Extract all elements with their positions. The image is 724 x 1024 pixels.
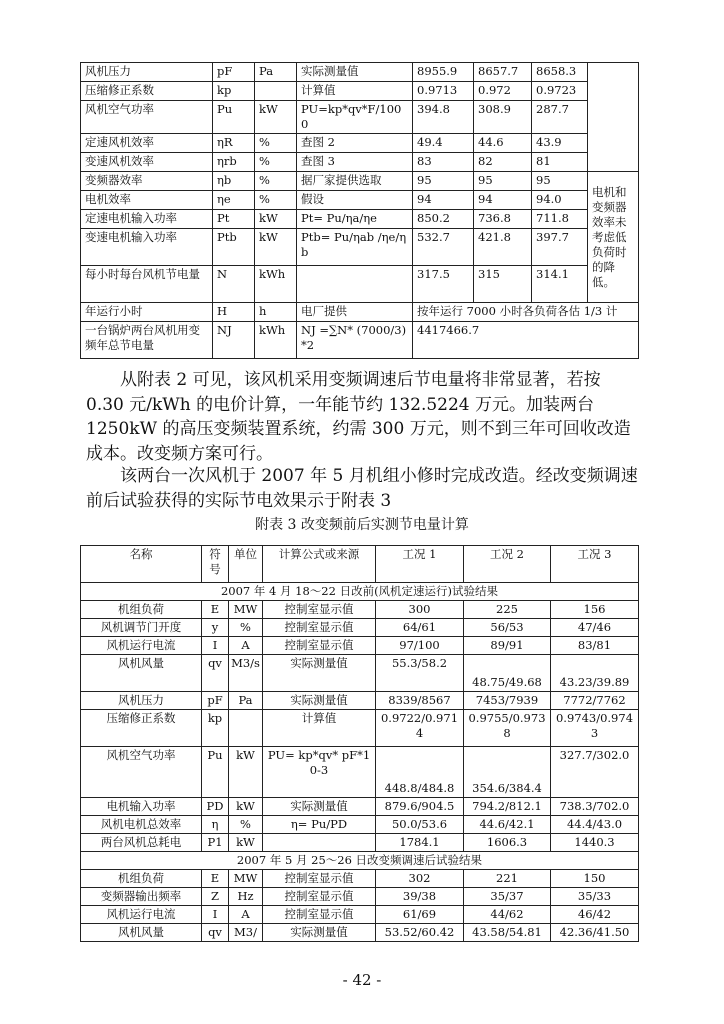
row-source: 控制室显示值: [263, 870, 376, 888]
row-unit: %: [255, 153, 297, 172]
row-name: 风机风量: [81, 924, 202, 942]
value-case-2: 0.972: [474, 82, 532, 101]
value-case-3: 150: [551, 870, 639, 888]
section-header-row: [81, 852, 639, 870]
value-case-2: 308.9: [474, 101, 532, 134]
efficiency-note: 电机和变频器效率未考虑低负荷时的降低。: [588, 172, 639, 303]
table-row: [81, 816, 639, 834]
value-case-1: 83: [413, 153, 474, 172]
row-unit: h: [255, 303, 297, 322]
row-source: [263, 834, 376, 852]
row-name: 每小时每台风机节电量: [81, 266, 213, 303]
row-name: 变频器效率: [81, 172, 213, 191]
row-unit: MW: [229, 601, 263, 619]
row-symbol: E: [202, 870, 229, 888]
value-case-2: 221: [464, 870, 551, 888]
paragraph-analysis: 从附表 2 可见，该风机采用变频调速后节电量将非常显著，若按 0.30 元/kWh 的电价计算，一年能节约 132.5224 万元。加装两台 1250kW 的高压变频装置系统，约需 300 万元，则不到三年可回收改造成本。改变频方案可行。: [86, 370, 631, 464]
row-source: 控制室显示值: [263, 906, 376, 924]
row-unit: kW: [229, 798, 263, 816]
value-case-1: 0.9713: [413, 82, 474, 101]
row-source: PU=kp*qv*F/1000: [297, 101, 413, 134]
value-case-1: 317.5: [413, 266, 474, 303]
value-case-1: 工况 1: [376, 546, 464, 583]
row-unit: kW: [229, 834, 263, 852]
table-row: [81, 619, 639, 637]
value-case-3: 95: [532, 172, 588, 191]
value-case-1: 300: [376, 601, 464, 619]
row-unit: 单位: [229, 546, 263, 583]
measured-saving-table-3: [80, 545, 639, 942]
value-case-3: 327.7/302.0: [551, 747, 639, 798]
row-source: NJ =∑N* (7000/3)*2: [297, 322, 413, 359]
row-symbol: P1: [202, 834, 229, 852]
section-title: 2007 年 4 月 18～22 日改前(风机定速运行)试验结果: [81, 583, 639, 601]
table-row: [81, 303, 639, 322]
row-name: 名称: [81, 546, 202, 583]
value-case-1: 50.0/53.6: [376, 816, 464, 834]
value-case-3: 94.0: [532, 191, 588, 210]
row-name: 风机运行电流: [81, 637, 202, 655]
value-case-3: 738.3/702.0: [551, 798, 639, 816]
value-case-3: 83/81: [551, 637, 639, 655]
value-case-1: 850.2: [413, 210, 474, 229]
value-case-3: 8658.3: [532, 63, 588, 82]
table-row: [81, 637, 639, 655]
row-source: 实际测量值: [263, 692, 376, 710]
table-row: [81, 229, 639, 266]
row-symbol: NJ: [213, 322, 255, 359]
table-row: [81, 101, 639, 134]
row-unit: kW: [229, 747, 263, 798]
row-source: 查图 2: [297, 134, 413, 153]
row-source: 实际测量值: [263, 798, 376, 816]
value-case-3: 7772/7762: [551, 692, 639, 710]
energy-saving-table-2: [80, 62, 639, 359]
table-row: [81, 134, 639, 153]
row-symbol: qv: [202, 924, 229, 942]
row-unit: kWh: [255, 322, 297, 359]
value-case-2: 94: [474, 191, 532, 210]
value-case-2: 7453/7939: [464, 692, 551, 710]
value-case-3: 314.1: [532, 266, 588, 303]
row-unit: %: [229, 816, 263, 834]
value-case-2: 354.6/384.4: [464, 747, 551, 798]
row-symbol: η: [202, 816, 229, 834]
row-name: 风机压力: [81, 63, 213, 82]
value-case-2: 315: [474, 266, 532, 303]
value-case-1: 55.3/58.2: [376, 655, 464, 692]
row-source: 据厂家提供选取: [297, 172, 413, 191]
row-source: 实际测量值: [263, 655, 376, 692]
value-case-1: 53.52/60.42: [376, 924, 464, 942]
row-source: 计算公式或来源: [263, 546, 376, 583]
table-row: [81, 153, 639, 172]
row-source: 计算值: [263, 710, 376, 747]
row-unit: Pa: [229, 692, 263, 710]
row-source: 计算值: [297, 82, 413, 101]
value-case-2: 8657.7: [474, 63, 532, 82]
value-case-2: 225: [464, 601, 551, 619]
table-row: [81, 63, 639, 82]
value-case-2: 43.58/54.81: [464, 924, 551, 942]
row-source: 查图 3: [297, 153, 413, 172]
row-name: 变速电机输入功率: [81, 229, 213, 266]
row-unit: [255, 82, 297, 101]
row-source: 实际测量值: [263, 924, 376, 942]
value-case-2: 0.9755/0.9738: [464, 710, 551, 747]
row-name: 年运行小时: [81, 303, 213, 322]
row-value: 按年运行 7000 小时各负荷各估 1/3 计: [413, 303, 639, 322]
value-case-1: 95: [413, 172, 474, 191]
row-unit: kW: [255, 101, 297, 134]
value-case-3: 397.7: [532, 229, 588, 266]
table-row: [81, 655, 639, 692]
row-unit: A: [229, 906, 263, 924]
value-case-3: 81: [532, 153, 588, 172]
table-row: [81, 546, 639, 583]
value-case-1: 94: [413, 191, 474, 210]
row-symbol: pF: [213, 63, 255, 82]
row-unit: %: [255, 134, 297, 153]
row-source: Pt= Pu/ηa/ηe: [297, 210, 413, 229]
row-name: 风机压力: [81, 692, 202, 710]
value-case-2: 95: [474, 172, 532, 191]
row-symbol: I: [202, 906, 229, 924]
table-row: [81, 82, 639, 101]
row-source: 假设: [297, 191, 413, 210]
value-case-3: 0.9723: [532, 82, 588, 101]
row-symbol: pF: [202, 692, 229, 710]
value-case-3: 42.36/41.50: [551, 924, 639, 942]
row-unit: Hz: [229, 888, 263, 906]
row-symbol: qv: [202, 655, 229, 692]
value-case-2: 1606.3: [464, 834, 551, 852]
value-case-1: 1784.1: [376, 834, 464, 852]
row-name: 风机风量: [81, 655, 202, 692]
value-case-2: 82: [474, 153, 532, 172]
value-case-1: 302: [376, 870, 464, 888]
row-name: 电机效率: [81, 191, 213, 210]
row-name: 压缩修正系数: [81, 710, 202, 747]
table-row: [81, 747, 639, 798]
value-case-1: 49.4: [413, 134, 474, 153]
value-case-2: 794.2/812.1: [464, 798, 551, 816]
table-row: [81, 601, 639, 619]
table-row: [81, 210, 639, 229]
row-name: 风机调节门开度: [81, 619, 202, 637]
row-symbol: Ptb: [213, 229, 255, 266]
row-name: 定速风机效率: [81, 134, 213, 153]
row-source: 控制室显示值: [263, 601, 376, 619]
value-case-2: 工况 2: [464, 546, 551, 583]
row-symbol: kp: [202, 710, 229, 747]
value-case-2: 736.8: [474, 210, 532, 229]
value-case-1: 8339/8567: [376, 692, 464, 710]
row-source: 控制室显示值: [263, 637, 376, 655]
value-case-1: 394.8: [413, 101, 474, 134]
row-name: 一台锅炉两台风机用变频年总节电量: [81, 322, 213, 359]
row-source: [297, 266, 413, 303]
value-case-2: 44.6/42.1: [464, 816, 551, 834]
row-unit: Pa: [255, 63, 297, 82]
row-name: 变速风机效率: [81, 153, 213, 172]
row-symbol: 符号: [202, 546, 229, 583]
row-name: 风机运行电流: [81, 906, 202, 924]
row-name: 定速电机输入功率: [81, 210, 213, 229]
row-source: 控制室显示值: [263, 619, 376, 637]
row-unit: A: [229, 637, 263, 655]
table-row: [81, 798, 639, 816]
row-symbol: ηb: [213, 172, 255, 191]
value-case-3: 156: [551, 601, 639, 619]
page-number: - 42 -: [342, 971, 382, 989]
table-row: [81, 191, 639, 210]
row-symbol: Pu: [213, 101, 255, 134]
table-row: [81, 172, 639, 191]
value-case-3: 287.7: [532, 101, 588, 134]
row-name: 两台风机总耗电: [81, 834, 202, 852]
row-symbol: kp: [213, 82, 255, 101]
value-case-1: 448.8/484.8: [376, 747, 464, 798]
row-unit: [229, 710, 263, 747]
row-name: 机组负荷: [81, 870, 202, 888]
row-symbol: Pt: [213, 210, 255, 229]
row-unit: M3/: [229, 924, 263, 942]
value-case-2: 56/53: [464, 619, 551, 637]
value-case-1: 879.6/904.5: [376, 798, 464, 816]
table-row: [81, 888, 639, 906]
value-case-1: 532.7: [413, 229, 474, 266]
value-case-1: 39/38: [376, 888, 464, 906]
value-case-1: 64/61: [376, 619, 464, 637]
value-case-3: 47/46: [551, 619, 639, 637]
row-source: 控制室显示值: [263, 888, 376, 906]
table-row: [81, 710, 639, 747]
row-symbol: PD: [202, 798, 229, 816]
row-unit: kW: [255, 210, 297, 229]
row-symbol: Z: [202, 888, 229, 906]
row-source: η= Pu/PD: [263, 816, 376, 834]
value-case-3: 1440.3: [551, 834, 639, 852]
row-unit: MW: [229, 870, 263, 888]
row-unit: %: [255, 191, 297, 210]
row-unit: %: [255, 172, 297, 191]
table-row: [81, 834, 639, 852]
row-symbol: ηe: [213, 191, 255, 210]
row-name: 机组负荷: [81, 601, 202, 619]
value-case-1: 0.9722/0.9714: [376, 710, 464, 747]
value-case-3: 44.4/43.0: [551, 816, 639, 834]
row-symbol: ηrb: [213, 153, 255, 172]
row-source: 电厂提供: [297, 303, 413, 322]
row-symbol: I: [202, 637, 229, 655]
value-case-2: 44.6: [474, 134, 532, 153]
row-symbol: E: [202, 601, 229, 619]
section-header-row: [81, 583, 639, 601]
value-case-3: 0.9743/0.9743: [551, 710, 639, 747]
table-row: [81, 322, 639, 359]
value-case-2: 89/91: [464, 637, 551, 655]
value-case-3: 工况 3: [551, 546, 639, 583]
row-name: 风机空气功率: [81, 101, 213, 134]
value-case-1: 8955.9: [413, 63, 474, 82]
row-source: PU= kp*qv* pF*10-3: [263, 747, 376, 798]
row-symbol: ηR: [213, 134, 255, 153]
value-case-2: 421.8: [474, 229, 532, 266]
row-name: 压缩修正系数: [81, 82, 213, 101]
table-row: [81, 692, 639, 710]
row-value: 4417466.7: [413, 322, 639, 359]
value-case-3: 43.23/39.89: [551, 655, 639, 692]
table-row: [81, 266, 639, 303]
row-source: 实际测量值: [297, 63, 413, 82]
row-symbol: N: [213, 266, 255, 303]
row-unit: kWh: [255, 266, 297, 303]
table-row: [81, 870, 639, 888]
row-unit: kW: [255, 229, 297, 266]
row-name: 电机输入功率: [81, 798, 202, 816]
value-case-1: 61/69: [376, 906, 464, 924]
table-3-caption: 附表 3 改变频前后实测节电量计算: [255, 517, 469, 533]
value-case-3: 43.9: [532, 134, 588, 153]
value-case-3: 711.8: [532, 210, 588, 229]
table-row: [81, 906, 639, 924]
section-title: 2007 年 5 月 25～26 日改变频调速后试验结果: [81, 852, 639, 870]
value-case-2: 48.75/49.68: [464, 655, 551, 692]
table-row: [81, 924, 639, 942]
value-case-1: 97/100: [376, 637, 464, 655]
value-case-2: 44/62: [464, 906, 551, 924]
row-name: 风机电机总效率: [81, 816, 202, 834]
paragraph-retrofit: 该两台一次风机于 2007 年 5 月机组小修时完成改造。经改变频调速前后试验获得的实际节电效果示于附表 3: [86, 466, 638, 511]
row-unit: M3/s: [229, 655, 263, 692]
value-case-3: 35/33: [551, 888, 639, 906]
row-symbol: Pu: [202, 747, 229, 798]
row-unit: %: [229, 619, 263, 637]
row-symbol: y: [202, 619, 229, 637]
row-symbol: H: [213, 303, 255, 322]
value-case-2: 35/37: [464, 888, 551, 906]
row-name: 变频器输出频率: [81, 888, 202, 906]
row-source: Ptb= Pu/ηab /ηe/ηb: [297, 229, 413, 266]
value-case-3: 46/42: [551, 906, 639, 924]
row-name: 风机空气功率: [81, 747, 202, 798]
note-cell-empty: [588, 63, 639, 172]
